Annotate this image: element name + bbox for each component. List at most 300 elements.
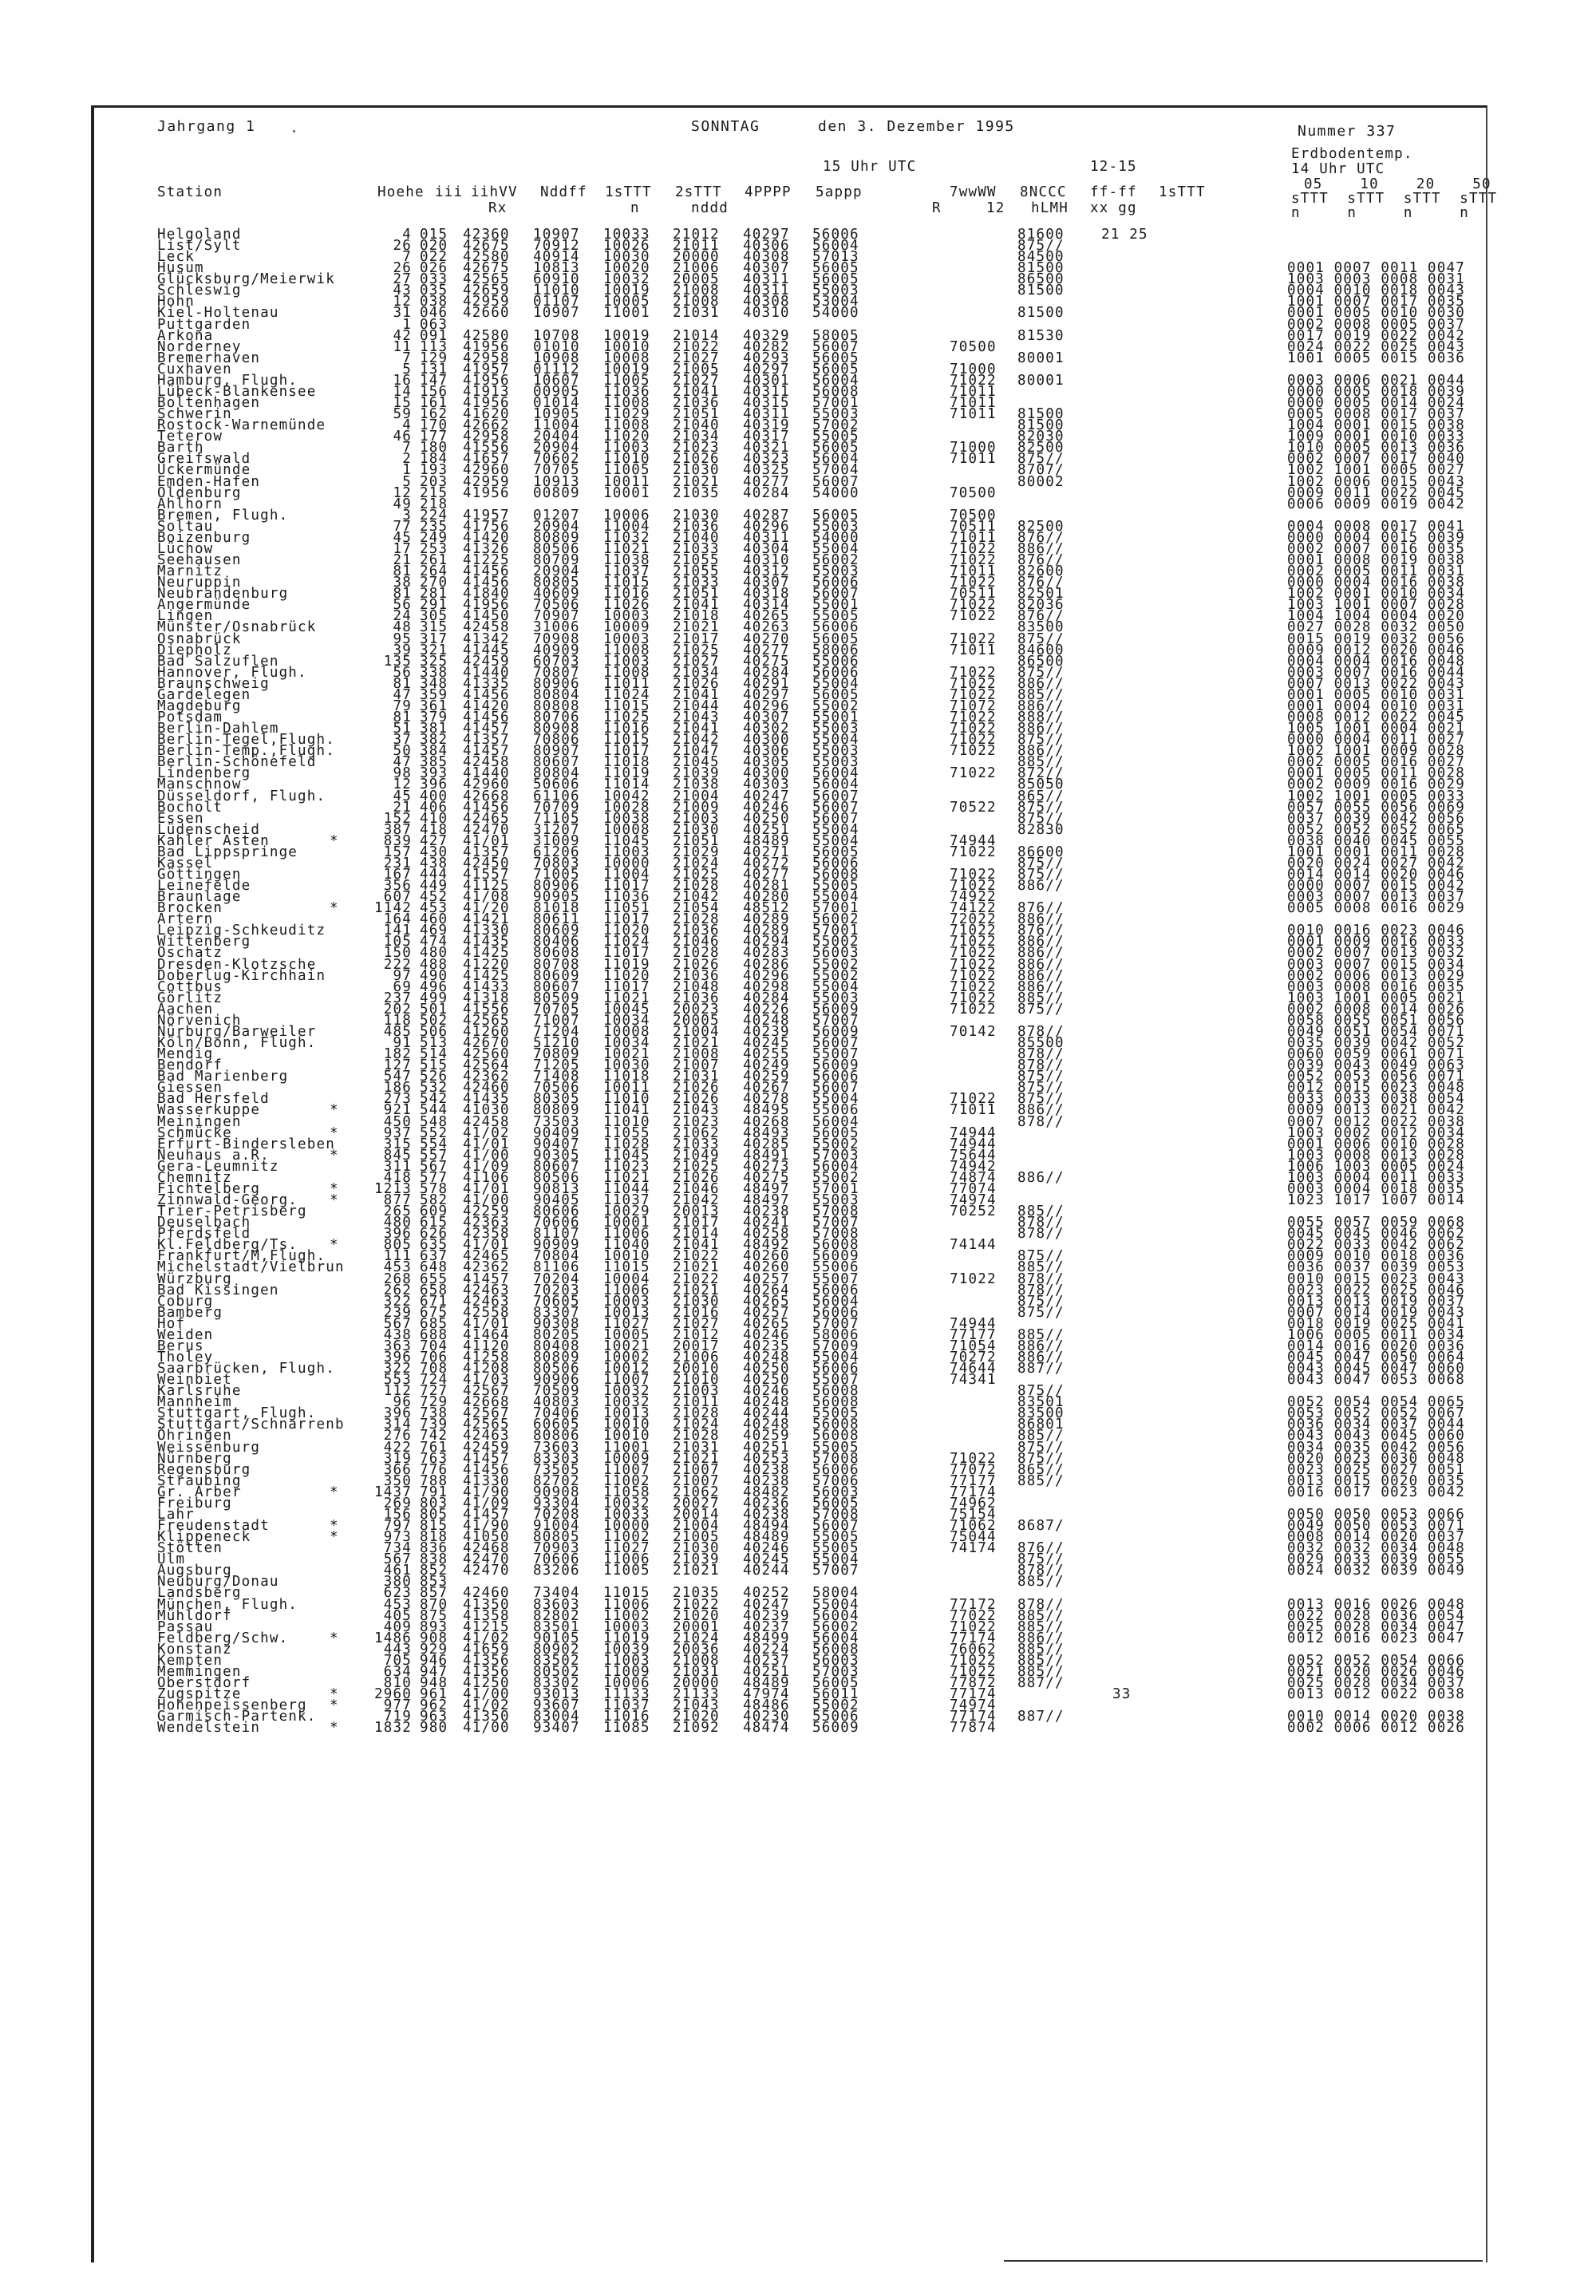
iii: 264 [420, 563, 448, 580]
soil-temps: 0003 0007 0015 0034 [1287, 956, 1465, 973]
nddff: 00905 [533, 383, 580, 400]
pressure: 40239 [743, 1607, 790, 1624]
pressure: 40246 [743, 799, 790, 816]
tendency: 55006 [812, 1259, 859, 1276]
soil-n: n n n n [1291, 205, 1469, 221]
pressure: 40238 [743, 1506, 790, 1523]
ts2: 21038 [673, 777, 720, 793]
pressure: 47974 [743, 1686, 790, 1703]
nddff: 71205 [533, 1057, 580, 1074]
iii: 908 [420, 1630, 448, 1646]
hoehe: 157 [383, 844, 412, 860]
mountain-station-marker: * [330, 832, 339, 849]
tendency: 56004 [812, 451, 859, 468]
cloud: 885// [1017, 1574, 1065, 1591]
station-name: Klippeneck [157, 1529, 251, 1546]
ts2: 20000 [673, 1675, 720, 1692]
hoehe: 4 [402, 417, 412, 434]
weather: 75644 [950, 1147, 997, 1164]
cloud: 887// [1017, 1709, 1065, 1725]
ts2: 20005 [673, 271, 720, 288]
cloud: 875// [1017, 1248, 1065, 1265]
pressure: 40317 [743, 429, 790, 445]
tendency: 55002 [812, 956, 859, 973]
soil-temps: 0000 0007 0015 0042 [1287, 878, 1465, 895]
pressure: 40286 [743, 956, 790, 973]
tendency: 57001 [812, 900, 859, 917]
nddff: 01207 [533, 507, 580, 524]
station-name: Oberstdorf [157, 1675, 251, 1692]
soil-temps: 0000 0004 0015 0039 [1287, 529, 1465, 546]
iii: 704 [420, 1338, 448, 1354]
ts2: 21021 [673, 1035, 720, 1052]
tendency: 56008 [812, 866, 859, 883]
soil-temps: 0024 0032 0039 0049 [1287, 1563, 1465, 1579]
erdboden-label: Erdbodentemp. [1291, 146, 1413, 162]
tendency: 57013 [812, 249, 859, 266]
tendency: 57001 [812, 1180, 859, 1197]
ts2: 21051 [673, 586, 720, 603]
nddff: 20904 [533, 440, 580, 456]
ts1: 11008 [603, 642, 650, 658]
ts1: 11041 [603, 1102, 650, 1119]
ts2: 21045 [673, 754, 720, 771]
tendency: 57008 [812, 1450, 859, 1467]
nddff: 80902 [533, 1641, 580, 1658]
ts1: 10012 [603, 1361, 650, 1377]
nddff: 83307 [533, 1304, 580, 1321]
pressure: 40323 [743, 451, 790, 468]
range-label: 12-15 [1090, 159, 1137, 175]
pressure: 40294 [743, 934, 790, 950]
cloud: 885// [1017, 1607, 1065, 1624]
cloud: 885// [1017, 1663, 1065, 1680]
ts1: 11003 [603, 844, 650, 860]
hoehe: 186 [383, 1080, 412, 1097]
cloud: 875// [1017, 1001, 1065, 1018]
pressure: 40311 [743, 529, 790, 546]
cloud: 875// [1017, 1450, 1065, 1467]
ts1: 11010 [603, 1091, 650, 1108]
weather: 76062 [950, 1641, 997, 1658]
weather: 71011 [950, 1102, 997, 1119]
tendency: 56004 [812, 765, 859, 782]
ts1: 10030 [603, 249, 650, 266]
pressure: 48512 [743, 900, 790, 917]
tendency: 55007 [812, 1271, 859, 1287]
iihvv: 42960 [463, 462, 510, 479]
station-name: Ahlhorn [157, 496, 223, 512]
nddff: 60910 [533, 271, 580, 288]
mountain-station-marker: * [330, 1180, 339, 1197]
soil-temps: 0001 0006 0010 0028 [1287, 1136, 1465, 1152]
iihvv: 41350 [463, 1709, 510, 1725]
ts1: 11001 [603, 1439, 650, 1456]
iii: 761 [420, 1439, 448, 1456]
hoehe: 12 [393, 484, 412, 501]
hoehe: 396 [383, 1405, 412, 1422]
station-name: Stuttgart, Flugh. [157, 1405, 317, 1422]
pressure: 40281 [743, 878, 790, 895]
soil-temps: 0055 0057 0059 0068 [1287, 1215, 1465, 1231]
station-name: Deuselbach [157, 1215, 251, 1231]
cloud: 885// [1017, 990, 1065, 1006]
iii: 490 [420, 967, 448, 984]
soil-temps: 0050 0050 0053 0066 [1287, 1506, 1465, 1523]
station-name: Glücksburg/Meierwik [157, 271, 335, 288]
cloud: 82036 [1017, 597, 1065, 614]
tendency: 55002 [812, 967, 859, 984]
pressure: 40307 [743, 709, 790, 725]
nddff: 70806 [533, 732, 580, 749]
weather: 77874 [950, 1720, 997, 1737]
pressure: 40248 [743, 1394, 790, 1411]
hoehe: 269 [383, 1495, 412, 1512]
soil-temps: 0039 0043 0049 0063 [1287, 1057, 1465, 1074]
iihvv: 41357 [463, 844, 510, 860]
iihvv: 42460 [463, 1080, 510, 1097]
ts2: 21007 [673, 1472, 720, 1489]
nddff: 70509 [533, 1383, 580, 1400]
ts1: 10003 [603, 1618, 650, 1635]
tendency: 57007 [812, 1315, 859, 1332]
iihvv: 42958 [463, 429, 510, 445]
tendency: 55004 [812, 821, 859, 838]
cloud: 885// [1017, 1259, 1065, 1276]
soil-temps: 0002 0006 0012 0026 [1287, 1720, 1465, 1737]
pressure: 40249 [743, 1057, 790, 1074]
hoehe: 422 [383, 1439, 412, 1456]
bottom-rule [1004, 2260, 1483, 2262]
ts1: 10003 [603, 608, 650, 625]
pressure: 40312 [743, 563, 790, 580]
nddff: 90409 [533, 1124, 580, 1141]
iihvv: 41356 [463, 1652, 510, 1669]
iii: 449 [420, 878, 448, 895]
iihvv: 41913 [463, 383, 510, 400]
weather: 71022 [950, 675, 997, 692]
cloud: 8707/ [1017, 462, 1065, 479]
ts2: 21030 [673, 821, 720, 838]
iihvv: 42668 [463, 1394, 510, 1411]
nddff: 80608 [533, 945, 580, 962]
hoehe: 567 [383, 1551, 412, 1568]
soil-temps: 0036 0037 0039 0053 [1287, 1259, 1465, 1276]
weather: 71022 [950, 1271, 997, 1287]
tendency: 57007 [812, 1215, 859, 1231]
weather: 74874 [950, 1169, 997, 1186]
hoehe: 152 [383, 810, 412, 827]
iihvv: 42463 [463, 1293, 510, 1310]
nddff: 10607 [533, 372, 580, 389]
nddff: 70804 [533, 1248, 580, 1265]
cloud: 82830 [1017, 821, 1065, 838]
pressure: 40248 [743, 1012, 790, 1029]
hoehe: 38 [393, 575, 412, 591]
cloud: 875// [1017, 238, 1065, 255]
ts2: 21031 [673, 1663, 720, 1680]
tendency: 55006 [812, 1102, 859, 1119]
nddff: 70203 [533, 1282, 580, 1298]
tendency: 56005 [812, 844, 859, 860]
nddff: 80805 [533, 575, 580, 591]
ts2: 21044 [673, 697, 720, 714]
ts2: 21030 [673, 1293, 720, 1310]
pressure: 40280 [743, 889, 790, 906]
station-name: Lahr [157, 1506, 195, 1523]
iihvv: 41215 [463, 1618, 510, 1635]
weather: 71022 [950, 540, 997, 557]
ts2: 21021 [673, 1563, 720, 1579]
station-name: Oschatz [157, 945, 223, 962]
hoehe: 239 [383, 1304, 412, 1321]
nddff: 91004 [533, 1518, 580, 1535]
ts2: 21036 [673, 923, 720, 939]
pressure: 40250 [743, 1372, 790, 1389]
iihvv: 41433 [463, 978, 510, 995]
cloud: 82030 [1017, 429, 1065, 445]
ts1: 10004 [603, 1271, 650, 1287]
hoehe: 1 [402, 462, 412, 479]
iihvv: 41106 [463, 1169, 510, 1186]
station-name: Straubing [157, 1472, 242, 1489]
nddff: 80609 [533, 923, 580, 939]
iihvv: 41659 [463, 1641, 510, 1658]
iihvv: 41456 [463, 799, 510, 816]
mountain-station-marker: * [330, 1697, 339, 1714]
tendency: 56008 [812, 1237, 859, 1254]
nddff: 90908 [533, 1484, 580, 1500]
ts1: 10006 [603, 1675, 650, 1692]
pressure: 40308 [743, 249, 790, 266]
station-name: Lüdenscheid [157, 821, 261, 838]
station-name: Mendig [157, 1046, 214, 1063]
pressure: 40245 [743, 1035, 790, 1052]
ts1: 11037 [603, 563, 650, 580]
tendency: 55004 [812, 675, 859, 692]
pressure: 40246 [743, 1326, 790, 1343]
nddff: 80406 [533, 934, 580, 950]
cloud: 876// [1017, 608, 1065, 625]
iihvv: 42565 [463, 1012, 510, 1029]
ts2: 21051 [673, 406, 720, 423]
soil-temps: 0053 0052 0052 0067 [1287, 1405, 1465, 1422]
ts1: 10010 [603, 1248, 650, 1265]
ts2: 21024 [673, 1417, 720, 1433]
iihvv: 41457 [463, 1506, 510, 1523]
iii: 131 [420, 361, 448, 377]
iii: 946 [420, 1652, 448, 1669]
cloud: 886// [1017, 934, 1065, 950]
weather: 77174 [950, 1630, 997, 1646]
iii: 706 [420, 1350, 448, 1365]
weather: 71022 [950, 552, 997, 569]
nddff: 73503 [533, 1113, 580, 1130]
pressure: 40277 [743, 473, 790, 490]
soil-temps: 0001 0008 0019 0038 [1287, 552, 1465, 569]
tendency: 55003 [812, 990, 859, 1006]
cloud: 876// [1017, 552, 1065, 569]
ts1: 11002 [603, 1529, 650, 1546]
ts2: 21006 [673, 260, 720, 277]
pressure: 40311 [743, 383, 790, 400]
cloud: 875// [1017, 810, 1065, 827]
iihvv: 42660 [463, 305, 510, 322]
iihvv: 41120 [463, 1338, 510, 1354]
station-name: Düsseldorf, Flugh. [157, 788, 326, 804]
cloud: 875// [1017, 866, 1065, 883]
station-name: Bad Lippspringe [157, 844, 298, 860]
ts1: 10008 [603, 350, 650, 366]
hoehe: 26 [393, 238, 412, 255]
ts2: 21039 [673, 765, 720, 782]
weather: 71011 [950, 451, 997, 468]
hoehe: 7 [402, 350, 412, 366]
station-name: Seehausen [157, 552, 242, 569]
pressure: 40265 [743, 608, 790, 625]
pressure: 40297 [743, 361, 790, 377]
iii: 453 [420, 900, 448, 917]
weather: 70252 [950, 1203, 997, 1220]
ts1: 11018 [603, 754, 650, 771]
pressure: 40255 [743, 1046, 790, 1063]
ts1: 11037 [603, 1697, 650, 1714]
tendency: 56005 [812, 686, 859, 703]
iihvv: 41/01 [463, 832, 510, 849]
nddff: 82802 [533, 1607, 580, 1624]
station-name: Artern [157, 911, 214, 928]
iii: 567 [420, 1158, 448, 1175]
soil-temps: 1003 1001 0007 0028 [1287, 597, 1465, 614]
ts2: 21029 [673, 844, 720, 860]
ts1: 11015 [603, 1585, 650, 1602]
cloud: 875// [1017, 1304, 1065, 1321]
station-name: Berlin-Schönefeld [157, 754, 317, 771]
weather: 77872 [950, 1675, 997, 1692]
mountain-station-marker: * [330, 1192, 339, 1209]
cloud: 887// [1017, 1675, 1065, 1692]
pressure: 40246 [743, 1540, 790, 1557]
nddff: 80808 [533, 697, 580, 714]
hoehe: 1832 [374, 1720, 412, 1737]
nddff: 90906 [533, 1372, 580, 1389]
ts1: 11008 [603, 417, 650, 434]
soil-temps: 0045 0045 0046 0062 [1287, 1226, 1465, 1243]
station-name: Kassel [157, 855, 214, 871]
hoehe: 11 [393, 338, 412, 355]
hoehe: 21 [393, 799, 412, 816]
ts1: 11017 [603, 978, 650, 995]
soil-temps: 0002 0005 0011 0031 [1287, 563, 1465, 580]
soil-temps: 0009 0010 0018 0036 [1287, 1248, 1465, 1265]
ts2: 21027 [673, 350, 720, 366]
soil-temps: 1002 0006 0015 0043 [1287, 473, 1465, 490]
cloud: 875// [1017, 1551, 1065, 1568]
pressure: 40265 [743, 1293, 790, 1310]
hoehe: 27 [393, 271, 412, 288]
station-name: Leipzig-Schkeuditz [157, 923, 326, 939]
nddff: 70605 [533, 1293, 580, 1310]
nddff: 81106 [533, 1259, 580, 1276]
soil-temps: 0018 0019 0025 0041 [1287, 1315, 1465, 1332]
iii: 544 [420, 1102, 448, 1119]
iihvv: 41/00 [463, 1147, 510, 1164]
tendency: 55006 [812, 653, 859, 670]
ts2: 21041 [673, 721, 720, 737]
weather: 74944 [950, 1136, 997, 1152]
ts2: 21008 [673, 283, 720, 299]
hoehe: 56 [393, 664, 412, 681]
station-name: Augsburg [157, 1563, 232, 1579]
pressure: 40244 [743, 1563, 790, 1579]
ts2: 21021 [673, 619, 720, 636]
pressure: 40311 [743, 406, 790, 423]
soil-temps: 0021 0020 0026 0046 [1287, 1663, 1465, 1680]
iii: 727 [420, 1383, 448, 1400]
nddff: 10813 [533, 260, 580, 277]
ts2: 21016 [673, 1304, 720, 1321]
iihvv: 42560 [463, 1046, 510, 1063]
iihvv: 41330 [463, 1472, 510, 1489]
speck [293, 130, 295, 132]
hoehe: 222 [383, 956, 412, 973]
station-name: Greifswald [157, 451, 251, 468]
nddff: 80906 [533, 675, 580, 692]
hoehe: 135 [383, 653, 412, 670]
hoehe: 623 [383, 1585, 412, 1602]
tendency: 55004 [812, 832, 859, 849]
tendency: 56006 [812, 227, 859, 243]
tendency: 57007 [812, 1563, 859, 1579]
pressure: 48489 [743, 832, 790, 849]
ts1: 11007 [603, 1461, 650, 1478]
cloud: 886// [1017, 1169, 1065, 1186]
pressure: 40264 [743, 1282, 790, 1298]
cloud: 886// [1017, 721, 1065, 737]
tendency: 56005 [812, 271, 859, 288]
ts2: 21042 [673, 889, 720, 906]
tendency: 55002 [812, 1697, 859, 1714]
iihvv: 41260 [463, 1023, 510, 1040]
soil-temps: 1023 1017 1007 0014 [1287, 1192, 1465, 1209]
cloud: 83500 [1017, 619, 1065, 636]
iii: 430 [420, 844, 448, 860]
iihvv: 42580 [463, 327, 510, 344]
ts2: 21043 [673, 709, 720, 725]
pressure: 40296 [743, 697, 790, 714]
iihvv: 42470 [463, 1563, 510, 1579]
ts2: 21022 [673, 1271, 720, 1287]
soil-temps: 1003 0002 0012 0034 [1287, 1124, 1465, 1141]
iihvv: 41457 [463, 721, 510, 737]
weather: 77174 [950, 1686, 997, 1703]
iii: 379 [420, 709, 448, 725]
station-name: Tholey [157, 1350, 214, 1365]
mountain-station-marker: * [330, 1237, 339, 1254]
iii: 384 [420, 743, 448, 760]
nddff: 81018 [533, 900, 580, 917]
ts2: 21030 [673, 1540, 720, 1557]
soil-temps: 0043 0047 0053 0068 [1287, 1372, 1465, 1389]
iii: 488 [420, 956, 448, 973]
ts2: 21023 [673, 1113, 720, 1130]
soil-temps: 0002 0008 0005 0037 [1287, 316, 1465, 333]
nddff: 71105 [533, 810, 580, 827]
ts2: 21014 [673, 1226, 720, 1243]
hoehe: 387 [383, 821, 412, 838]
iii: 658 [420, 1282, 448, 1298]
tendency: 57008 [812, 1226, 859, 1243]
